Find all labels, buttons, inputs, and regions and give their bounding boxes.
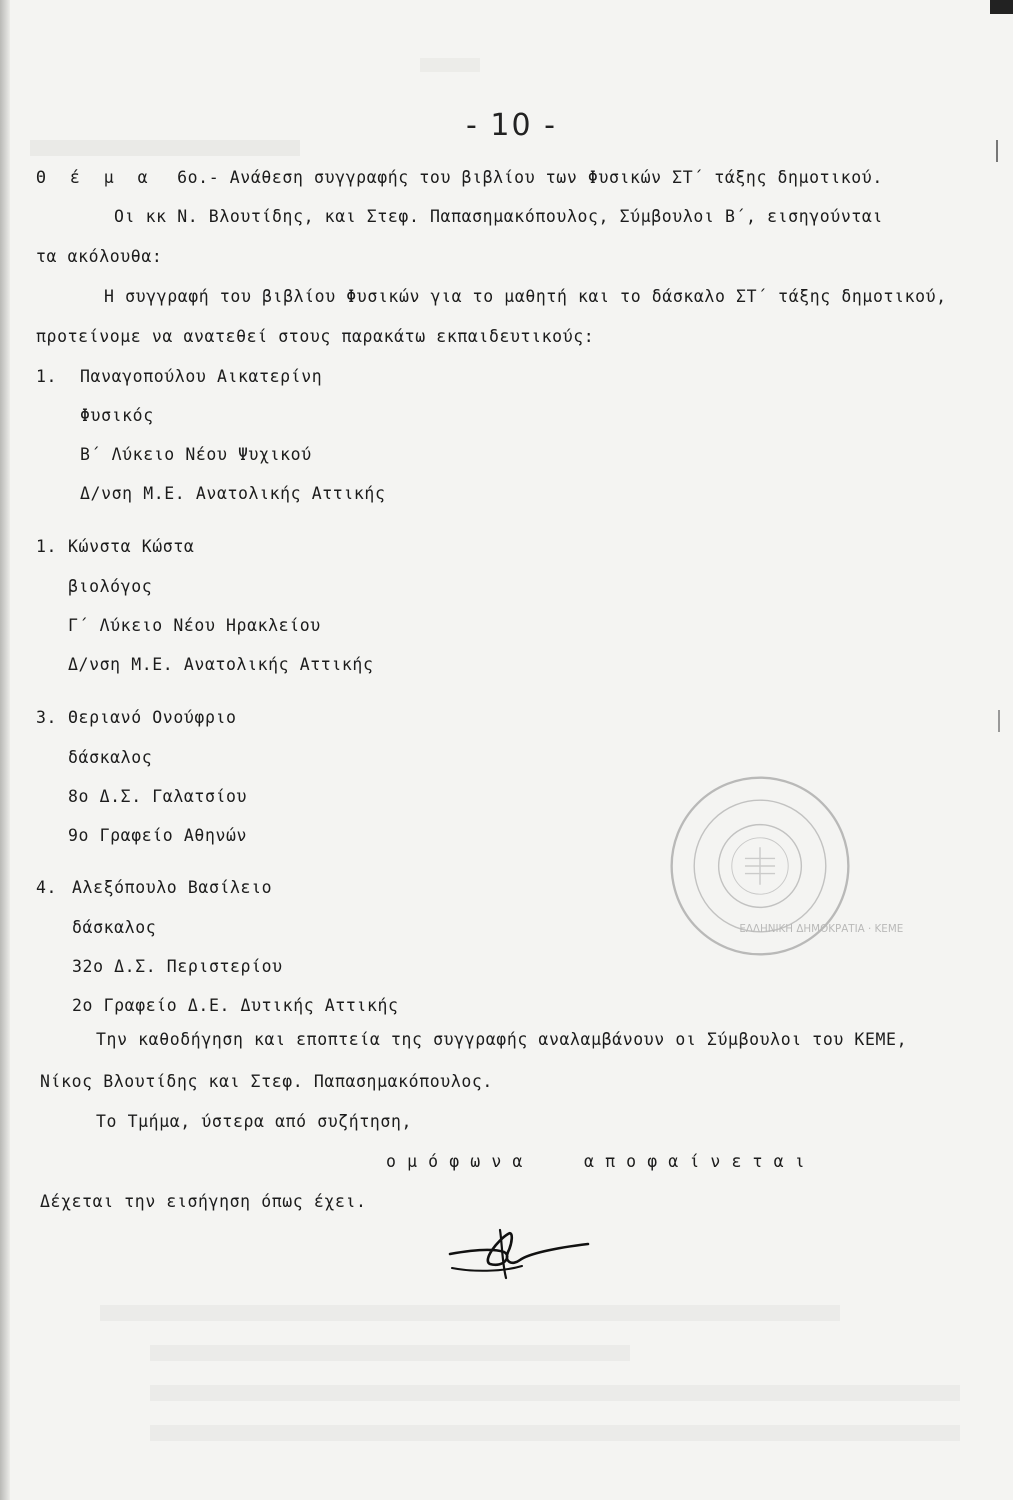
conclusion-line: Δέχεται την εισήγηση όπως έχει.: [40, 1192, 367, 1211]
bleed-through-mark: [150, 1425, 960, 1441]
bleed-through-mark: [150, 1385, 960, 1401]
author-directorate: 2ο Γραφείο Δ.Ε. Δυτικής Αττικής: [72, 996, 399, 1015]
topic-subject: 6ο.- Ανάθεση συγγραφής του βιβλίου των Φυσικών ΣΤ΄ τάξης δημοτικού.: [177, 168, 883, 187]
author-name: Θεριανό Ονούφριο: [68, 708, 237, 727]
stamp-lettering: ΕΛΛΗΝΙΚΗ ΔΗΜΟΚΡΑΤΙΑ · ΚΕΜΕ: [739, 922, 904, 935]
author-school: 8ο Δ.Σ. Γαλατσίου: [68, 787, 248, 806]
author-school: Β΄ Λύκειο Νέου Ψυχικού: [80, 445, 312, 464]
author-name: Αλεξόπουλο Βασίλειο: [72, 878, 273, 897]
author-name: Παναγοπούλου Αικατερίνη: [80, 367, 323, 386]
author-name: Κώνστα Κώστα: [68, 537, 195, 556]
author-school: Γ΄ Λύκειο Νέου Ηρακλείου: [68, 616, 321, 635]
intro-line: τα ακόλουθα:: [36, 247, 163, 266]
author-specialty: δάσκαλος: [68, 748, 153, 767]
author-directorate: 9ο Γραφείο Αθηνών: [68, 826, 248, 845]
author-number: 3.: [36, 708, 58, 727]
author-directorate: Δ/νση Μ.Ε. Ανατολικής Αττικής: [80, 484, 386, 503]
proposal-line: προτείνομε να ανατεθεί στους παρακάτω εκπαιδευτικούς:: [36, 327, 595, 346]
scan-corner-mark: [990, 0, 1013, 14]
decision-unanimous: ο μ ό φ ω ν α: [386, 1152, 523, 1171]
author-directorate: Δ/νση Μ.Ε. Ανατολικής Αττικής: [68, 655, 374, 674]
author-number: 1.: [36, 367, 58, 386]
decision-verb: α π ο φ α ί ν ε τ α ι: [584, 1152, 806, 1171]
topic-label: Θ έ μ α: [36, 168, 155, 187]
bleed-through-mark: [100, 1305, 840, 1321]
official-stamp: [666, 772, 904, 960]
proposal-line: Η συγγραφή του βιβλίου Φυσικών για το μαθητή και το δάσκαλο ΣΤ΄ τάξης δημοτικού,: [104, 287, 947, 306]
page-edge-shadow: [0, 0, 10, 1500]
author-specialty: δάσκαλος: [72, 918, 157, 937]
bleed-through-mark: [150, 1345, 630, 1361]
author-number: 1.: [36, 537, 58, 556]
intro-line: Οι κκ Ν. Βλουτίδης, και Στεφ. Παπασημακόπουλος, Σύμβουλοι Β΄, εισηγούνται: [114, 207, 883, 226]
supervision-line: Νίκος Βλουτίδης και Στεφ. Παπασημακόπουλος.: [40, 1072, 493, 1091]
signature: [442, 1222, 592, 1282]
scan-edge-mark: [998, 710, 1000, 732]
scan-edge-mark: [996, 140, 998, 162]
topic-heading: [36, 168, 883, 187]
supervision-line: Την καθοδήγηση και εποπτεία της συγγραφής αναλαμβάνουν οι Σύμβουλοι του ΚΕΜΕ,: [96, 1030, 908, 1049]
author-school: 32ο Δ.Σ. Περιστερίου: [72, 957, 283, 976]
author-specialty: Φυσικός: [80, 406, 154, 425]
author-number: 4.: [36, 878, 58, 897]
page-number: - 10 -: [466, 108, 557, 143]
author-specialty: βιολόγος: [68, 577, 153, 596]
bleed-through-mark: [420, 58, 480, 72]
section-line: Το Τμήμα, ύστερα από συζήτηση,: [96, 1112, 413, 1131]
bleed-through-mark: [30, 140, 300, 156]
